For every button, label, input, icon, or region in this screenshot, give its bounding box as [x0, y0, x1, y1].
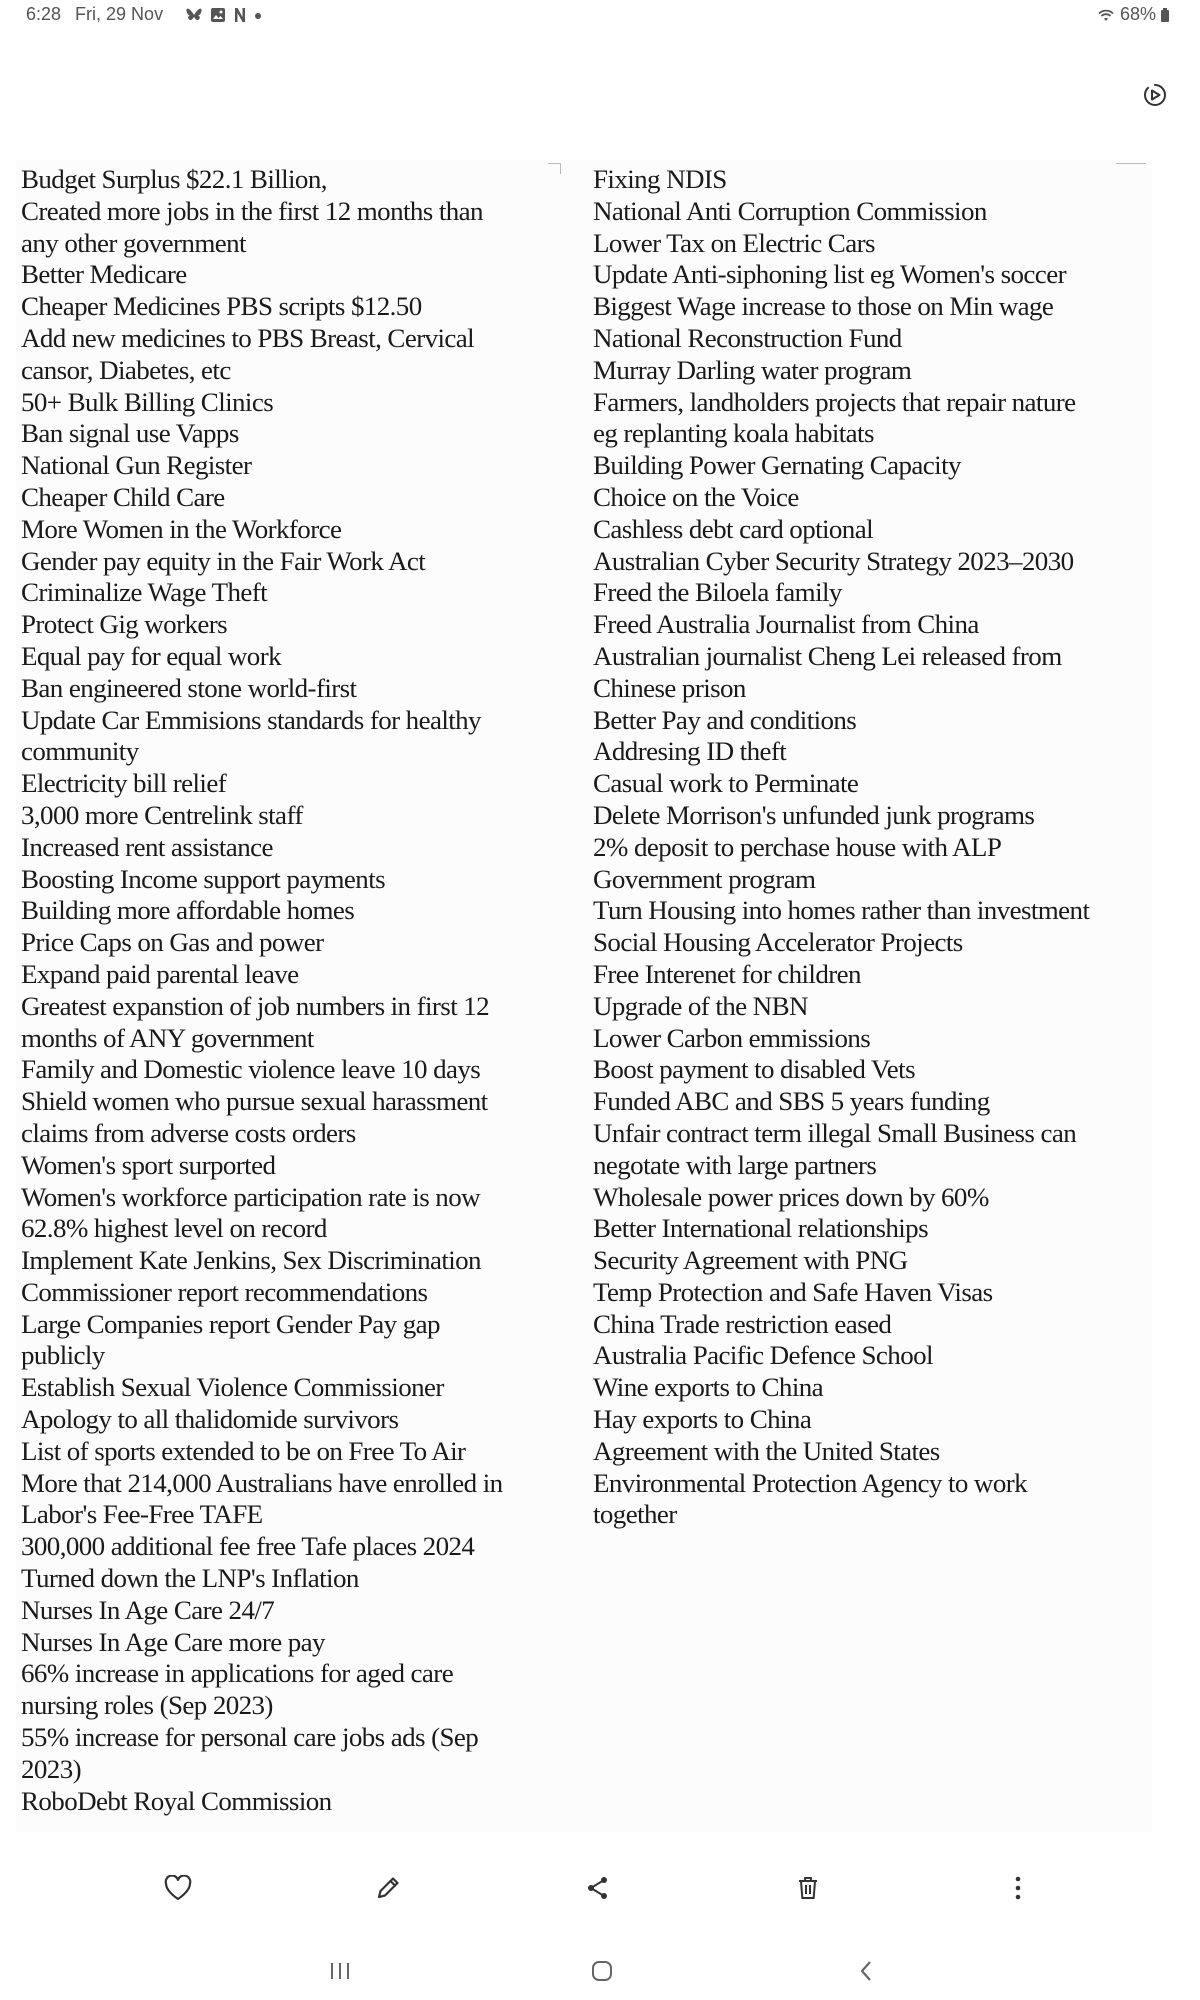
document-line: Security Agreement with PNG [593, 1245, 908, 1275]
document-line: Large Companies report Gender Pay gap [21, 1309, 440, 1339]
document-line: Chinese prison [593, 673, 746, 703]
document-line: nursing roles (Sep 2023) [21, 1690, 273, 1720]
status-left [26, 4, 262, 25]
document-line: Gender pay equity in the Fair Work Act [21, 545, 426, 576]
document-line: Upgrade of the NBN [593, 991, 808, 1021]
status-right [1096, 4, 1170, 25]
document-line: Farmers, landholders projects that repair nature [593, 386, 1076, 417]
dot-icon [254, 7, 262, 23]
document-line: National Gun Register [21, 450, 252, 480]
document-line: 2% deposit to perchase house with ALP [593, 832, 1002, 862]
document-line: National Anti Corruption Commission [593, 196, 987, 226]
document-line: 300,000 additional fee free Tafe places 2024 [21, 1531, 475, 1561]
document-line: Addresing ID theft [593, 736, 787, 767]
more-options-button[interactable] [998, 1868, 1038, 1908]
document-line: cansor, Diabetes, etc [21, 355, 231, 385]
document-line: Shield women who pursue sexual harassment [21, 1086, 488, 1116]
home-button[interactable] [582, 1954, 622, 1988]
notification-icons [185, 7, 262, 23]
document-line: Greatest expanstion of job numbers in first 12 [21, 991, 490, 1021]
document-line: Criminalize Wage Theft [21, 577, 268, 608]
document-line: Better International relationships [593, 1213, 928, 1244]
recents-icon [329, 1961, 351, 1981]
document-line: Apology to all thalidomide survivors [21, 1404, 399, 1434]
pencil-icon [375, 1875, 401, 1901]
document-line: Freed Australia Journalist from China [593, 609, 979, 639]
bottom-action-bar [0, 1848, 1200, 1930]
document-line: 50+ Bulk Billing Clinics [21, 386, 274, 417]
document-line: Establish Sexual Violence Commissioner [21, 1372, 444, 1402]
document-line: 2023) [21, 1754, 81, 1784]
document-line: Ban engineered stone world-first [21, 673, 357, 703]
document-line: Australian Cyber Security Strategy 2023–2030 [593, 545, 1074, 576]
document-line: Ban signal use Vapps [21, 418, 239, 449]
document-line: Cheaper Medicines PBS scripts $12.50 [21, 291, 422, 321]
document-line: Temp Protection and Safe Haven Visas [593, 1277, 993, 1307]
document-line: any other government [21, 227, 246, 258]
back-icon [858, 1960, 874, 1982]
edit-button[interactable] [368, 1868, 408, 1908]
document-line: Hay exports to China [593, 1404, 812, 1434]
document-line: 3,000 more Centrelink staff [21, 800, 303, 830]
document-line: months of ANY government [21, 1022, 314, 1053]
battery-icon [1160, 7, 1170, 23]
document-line: Commissioner report recommendations [21, 1277, 428, 1307]
document-line: Protect Gig workers [21, 609, 228, 639]
gallery-icon [210, 7, 226, 23]
document-line: Boost payment to disabled Vets [593, 1054, 915, 1085]
document-line: Labor's Fee-Free TAFE [21, 1499, 263, 1530]
document-line: Turn Housing into homes rather than investment [593, 895, 1090, 926]
document-line: Equal pay for equal work [21, 641, 282, 671]
document-line: Building more affordable homes [21, 895, 355, 926]
document-line: Update Anti-siphoning list eg Women's soccer [593, 259, 1066, 290]
document-line: Boosting Income support payments [21, 863, 386, 894]
document-line: Budget Surplus $22.1 Billion, [21, 164, 327, 194]
document-line: claims from adverse costs orders [21, 1118, 356, 1148]
document-line: Wine exports to China [593, 1372, 824, 1402]
document-line: More that 214,000 Australians have enrolled in [21, 1467, 503, 1498]
document-line: Casual work to Perminate [593, 768, 859, 798]
document-line: 55% increase for personal care jobs ads (Sep [21, 1722, 479, 1752]
document-line: Expand paid parental leave [21, 959, 299, 989]
document-line: 62.8% highest level on record [21, 1213, 327, 1244]
document-line: Fixing NDIS [593, 164, 727, 194]
motion-photo-icon [1140, 80, 1170, 110]
document-line: Cheaper Child Care [21, 482, 225, 512]
share-icon [585, 1875, 611, 1901]
document-line: Social Housing Accelerator Projects [593, 927, 963, 957]
document-line: 66% increase in applications for aged care [21, 1658, 454, 1689]
document-line: eg replanting koala habitats [593, 418, 874, 449]
document-line: Choice on the Voice [593, 482, 799, 512]
battery-percent: 68% [1119, 4, 1156, 24]
document-line: Biggest Wage increase to those on Min wage [593, 291, 1054, 321]
document-line: Delete Morrison's unfunded junk programs [593, 800, 1035, 830]
back-button[interactable] [846, 1954, 886, 1988]
document-line: Australian journalist Cheng Lei released from [593, 641, 1062, 671]
document-line: Agreement with the United States [593, 1436, 940, 1466]
document-line: Free Interenet for children [593, 959, 861, 989]
document-line: Building Power Gernating Capacity [593, 450, 961, 480]
document-line: Women's sport surported [21, 1150, 276, 1180]
document-line: Better Medicare [21, 259, 187, 290]
document-line: Freed the Biloela family [593, 577, 842, 608]
document-line: Price Caps on Gas and power [21, 927, 324, 957]
document-line: Environmental Protection Agency to work [593, 1467, 1028, 1498]
document-line: Update Car Emmisions standards for healthy [21, 704, 481, 735]
document-line: Australia Pacific Defence School [593, 1340, 933, 1371]
status-time: 6:28 [26, 4, 62, 24]
wifi-icon [1096, 7, 1116, 23]
document-line: Family and Domestic violence leave 10 days [21, 1054, 481, 1085]
document-line: RoboDebt Royal Commission [21, 1785, 332, 1816]
document-line: Women's workforce participation rate is now [21, 1181, 480, 1212]
more-vertical-icon [1014, 1875, 1022, 1901]
right-column [593, 164, 1138, 1531]
left-column [21, 164, 561, 1817]
status-bar [0, 0, 1200, 34]
status-date: Fri, 29 Nov [75, 4, 164, 24]
document-line: Lower Tax on Electric Cars [593, 227, 875, 258]
recents-button[interactable] [320, 1954, 360, 1988]
document-line: Implement Kate Jenkins, Sex Discrimination [21, 1245, 481, 1275]
document-line: Electricity bill relief [21, 768, 227, 798]
document-image [16, 160, 1152, 1832]
document-line: Funded ABC and SBS 5 years funding [593, 1086, 990, 1116]
document-line: community [21, 736, 139, 767]
document-line: publicly [21, 1340, 105, 1371]
document-line: China Trade restriction eased [593, 1309, 892, 1339]
bluesky-icon [185, 7, 203, 23]
document-line: Nurses In Age Care 24/7 [21, 1595, 275, 1625]
heart-icon [164, 1875, 192, 1901]
delete-button[interactable] [788, 1868, 828, 1908]
document-line: negotate with large partners [593, 1150, 877, 1180]
document-line: Cashless debt card optional [593, 514, 873, 544]
share-button[interactable] [578, 1868, 618, 1908]
document-line: Add new medicines to PBS Breast, Cervical [21, 323, 475, 353]
document-line: Murray Darling water program [593, 355, 912, 385]
document-line: Better Pay and conditions [593, 704, 857, 735]
n-app-icon [233, 7, 247, 23]
motion-photo-button[interactable] [1140, 80, 1170, 110]
document-line: Lower Carbon emmissions [593, 1022, 871, 1053]
document-line: together [593, 1499, 677, 1530]
document-line: Wholesale power prices down by 60% [593, 1181, 989, 1212]
trash-icon [795, 1875, 821, 1901]
document-line: National Reconstruction Fund [593, 323, 902, 353]
favorite-button[interactable] [158, 1868, 198, 1908]
document-line: Increased rent assistance [21, 832, 273, 862]
document-line: Government program [593, 863, 816, 894]
document-line: Nurses In Age Care more pay [21, 1626, 325, 1657]
document-line: Unfair contract term illegal Small Business can [593, 1118, 1077, 1148]
document-line: List of sports extended to be on Free To Air [21, 1436, 466, 1466]
home-icon [590, 1959, 614, 1983]
navigation-bar [0, 1940, 1200, 2000]
document-line: Turned down the LNP's Inflation [21, 1563, 359, 1593]
document-line: Created more jobs in the first 12 months than [21, 196, 483, 226]
document-line: More Women in the Workforce [21, 514, 342, 544]
